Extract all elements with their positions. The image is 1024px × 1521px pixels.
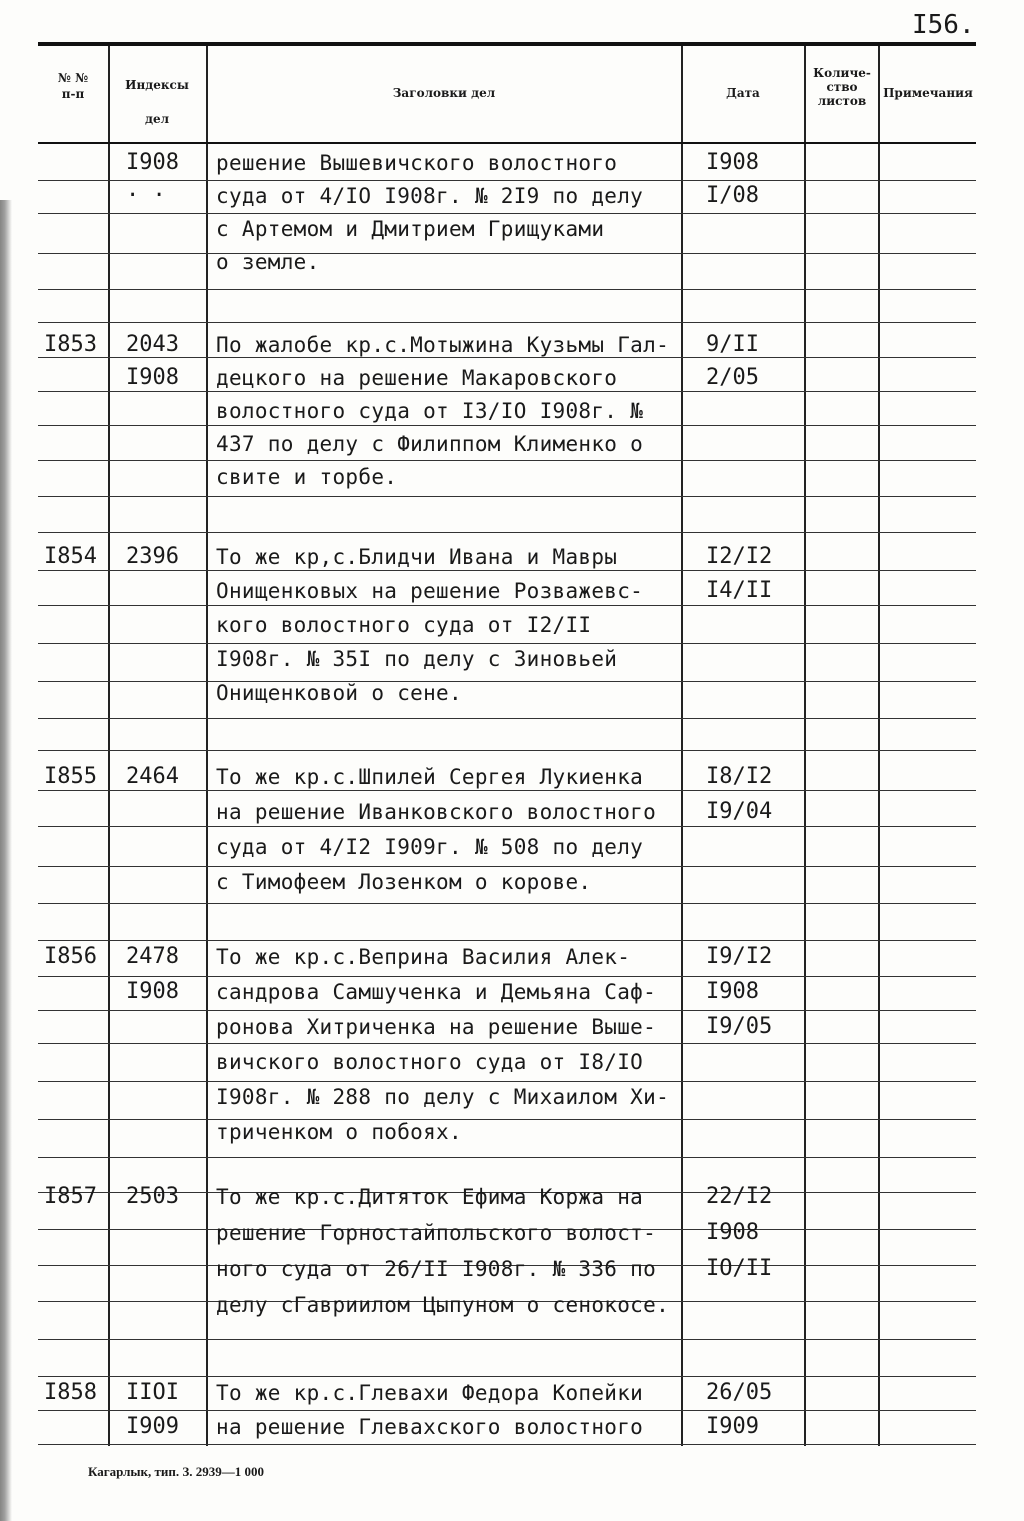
- entry-title-line: То же кр,с.Блидчи Ивана и Мавры: [216, 545, 618, 569]
- entry-title-line: делу сГавриилом Цыпуном о сенокосе.: [216, 1293, 670, 1317]
- entry-title-line: свите и торбе.: [216, 465, 398, 489]
- column-divider: [878, 46, 880, 1446]
- header-index-text: Индексы дел: [125, 78, 189, 126]
- header-notes: [879, 85, 977, 101]
- header-bottom-rule: [38, 142, 976, 144]
- entry-number: I857: [44, 1184, 97, 1209]
- header-date: [683, 85, 803, 101]
- ruled-line: [38, 750, 976, 751]
- column-divider: [206, 46, 208, 1446]
- entry-title-line: с Артемом и Дмитрием Грищуками: [216, 217, 605, 241]
- entry-title-line: суда от 4/I2 I909г. № 508 по делу: [216, 835, 644, 859]
- entry-date: I9/04: [706, 799, 773, 824]
- entry-title-line: То же кр.с.Шпилей Сергея Лукиенка: [216, 765, 644, 789]
- entry-title-line: То же кр.с.Дитяток Ефима Коржа на: [216, 1185, 644, 1209]
- entry-index: 2043: [126, 332, 179, 357]
- entry-title-line: триченком о побоях.: [216, 1120, 462, 1144]
- entry-date: IO/II: [706, 1256, 773, 1281]
- entry-title-line: 437 по делу с Филиппом Клименко о: [216, 432, 644, 456]
- entry-title-line: волостного суда от I3/IO I908г. №: [216, 399, 644, 423]
- entry-date: I8/I2: [706, 764, 773, 789]
- ruled-line: [38, 718, 976, 719]
- entry-index: · ·: [126, 183, 166, 208]
- entry-title-line: с Тимофеем Лозенком о корове.: [216, 870, 592, 894]
- header-title: [208, 85, 680, 101]
- entry-title-line: I908г. № 288 по делу с Михаилом Хи-: [216, 1085, 670, 1109]
- entry-title-line: на решение Иванковского волостного: [216, 800, 657, 824]
- entry-title-line: о земле.: [216, 250, 320, 274]
- header-sheets-text: Количе- ство листов: [813, 66, 871, 108]
- ruled-line: [38, 1043, 976, 1044]
- entry-date: I908: [706, 150, 759, 175]
- entry-index: IIOI: [126, 1380, 179, 1405]
- entry-date: I2/I2: [706, 544, 773, 569]
- entry-title-line: децкого на решение Макаровского: [216, 366, 618, 390]
- entry-index: 2478: [126, 944, 179, 969]
- entry-title-line: То же кр.с.Веприна Василия Алек-: [216, 945, 631, 969]
- entry-date: 9/II: [706, 332, 759, 357]
- entry-date: I908: [706, 1220, 759, 1245]
- column-divider: [681, 46, 683, 1446]
- entry-date: I908: [706, 979, 759, 1004]
- entry-index: 2396: [126, 544, 179, 569]
- column-divider: [804, 46, 806, 1446]
- header-title-text: Заголовки дел: [392, 86, 496, 100]
- entry-title-line: решение Вышевичского волостного: [216, 151, 618, 175]
- ruled-line: [38, 532, 976, 533]
- entry-title-line: ронова Хитриченка на решение Выше-: [216, 1015, 657, 1039]
- ruled-line: [38, 1410, 976, 1411]
- ruled-line: [38, 289, 976, 290]
- entry-date: I9/05: [706, 1014, 773, 1039]
- entry-title-line: кого волостного суда от I2/II: [216, 613, 592, 637]
- entry-index: I908: [126, 979, 179, 1004]
- ruled-line: [38, 1444, 976, 1445]
- entry-date: I4/II: [706, 578, 773, 603]
- entry-index: 2464: [126, 764, 179, 789]
- ruled-line: [38, 460, 976, 461]
- printer-footer: Кагарлык, тип. З. 2939—1 000: [88, 1464, 264, 1479]
- entry-title-line: сандрова Самшученка и Демьяна Саф-: [216, 980, 657, 1004]
- entry-index: I908: [126, 150, 179, 175]
- entry-number: I856: [44, 944, 97, 969]
- ruled-line: [38, 940, 976, 941]
- ruled-line: [38, 322, 976, 323]
- entry-title-line: на решение Глевахского волостного: [216, 1415, 644, 1439]
- header-index: [110, 68, 204, 136]
- entry-number: I858: [44, 1380, 97, 1405]
- header-number-text: № № п-п: [57, 71, 89, 101]
- ruled-line: [38, 253, 976, 254]
- entry-title-line: ного суда от 26/II I908г. № 336 по: [216, 1257, 657, 1281]
- entry-index: I908: [126, 365, 179, 390]
- entry-date: 22/I2: [706, 1184, 773, 1209]
- ruled-line: [38, 903, 976, 904]
- entry-title-line: То же кр.с.Глевахи Федора Копейки: [216, 1381, 644, 1405]
- entry-date: 2/05: [706, 365, 759, 390]
- header-sheets: [806, 66, 878, 108]
- entry-number: I855: [44, 764, 97, 789]
- column-divider: [108, 46, 110, 1446]
- entry-title-line: суда от 4/IO I908г. № 2I9 по делу: [216, 184, 644, 208]
- ruled-line: [38, 1157, 976, 1158]
- header-number: [40, 70, 106, 102]
- entry-title-line: решение Горностайпольского волост-: [216, 1221, 657, 1245]
- entry-title-line: Онищенковой о сене.: [216, 681, 462, 705]
- ruled-line: [38, 681, 976, 682]
- table-top-rule: [38, 42, 976, 46]
- ruled-line: [38, 1119, 976, 1120]
- entry-date: I/08: [706, 183, 759, 208]
- entry-index: 2503: [126, 1184, 179, 1209]
- entry-title-line: I908г. № 35I по делу с Зиновьей: [216, 647, 618, 671]
- page-number: I56.: [912, 10, 975, 40]
- header-date-text: Дата: [726, 86, 760, 100]
- entry-date: I909: [706, 1414, 759, 1439]
- entry-title-line: Онищенковых на решение Розважевс-: [216, 579, 644, 603]
- entry-title-line: вичского волостного суда от I8/IO: [216, 1050, 644, 1074]
- page-edge-shadow: [0, 200, 12, 1521]
- entry-date: 26/05: [706, 1380, 773, 1405]
- ruled-line: [38, 1376, 976, 1377]
- header-notes-text: Примечания: [883, 86, 973, 100]
- entry-date: I9/I2: [706, 944, 773, 969]
- ruled-line: [38, 496, 976, 497]
- entry-index: I909: [126, 1414, 179, 1439]
- entry-number: I853: [44, 332, 97, 357]
- ruled-line: [38, 1339, 976, 1340]
- entry-number: I854: [44, 544, 97, 569]
- entry-title-line: По жалобе кр.с.Мотыжина Кузьмы Гал-: [216, 333, 670, 357]
- ruled-line: [38, 1010, 976, 1011]
